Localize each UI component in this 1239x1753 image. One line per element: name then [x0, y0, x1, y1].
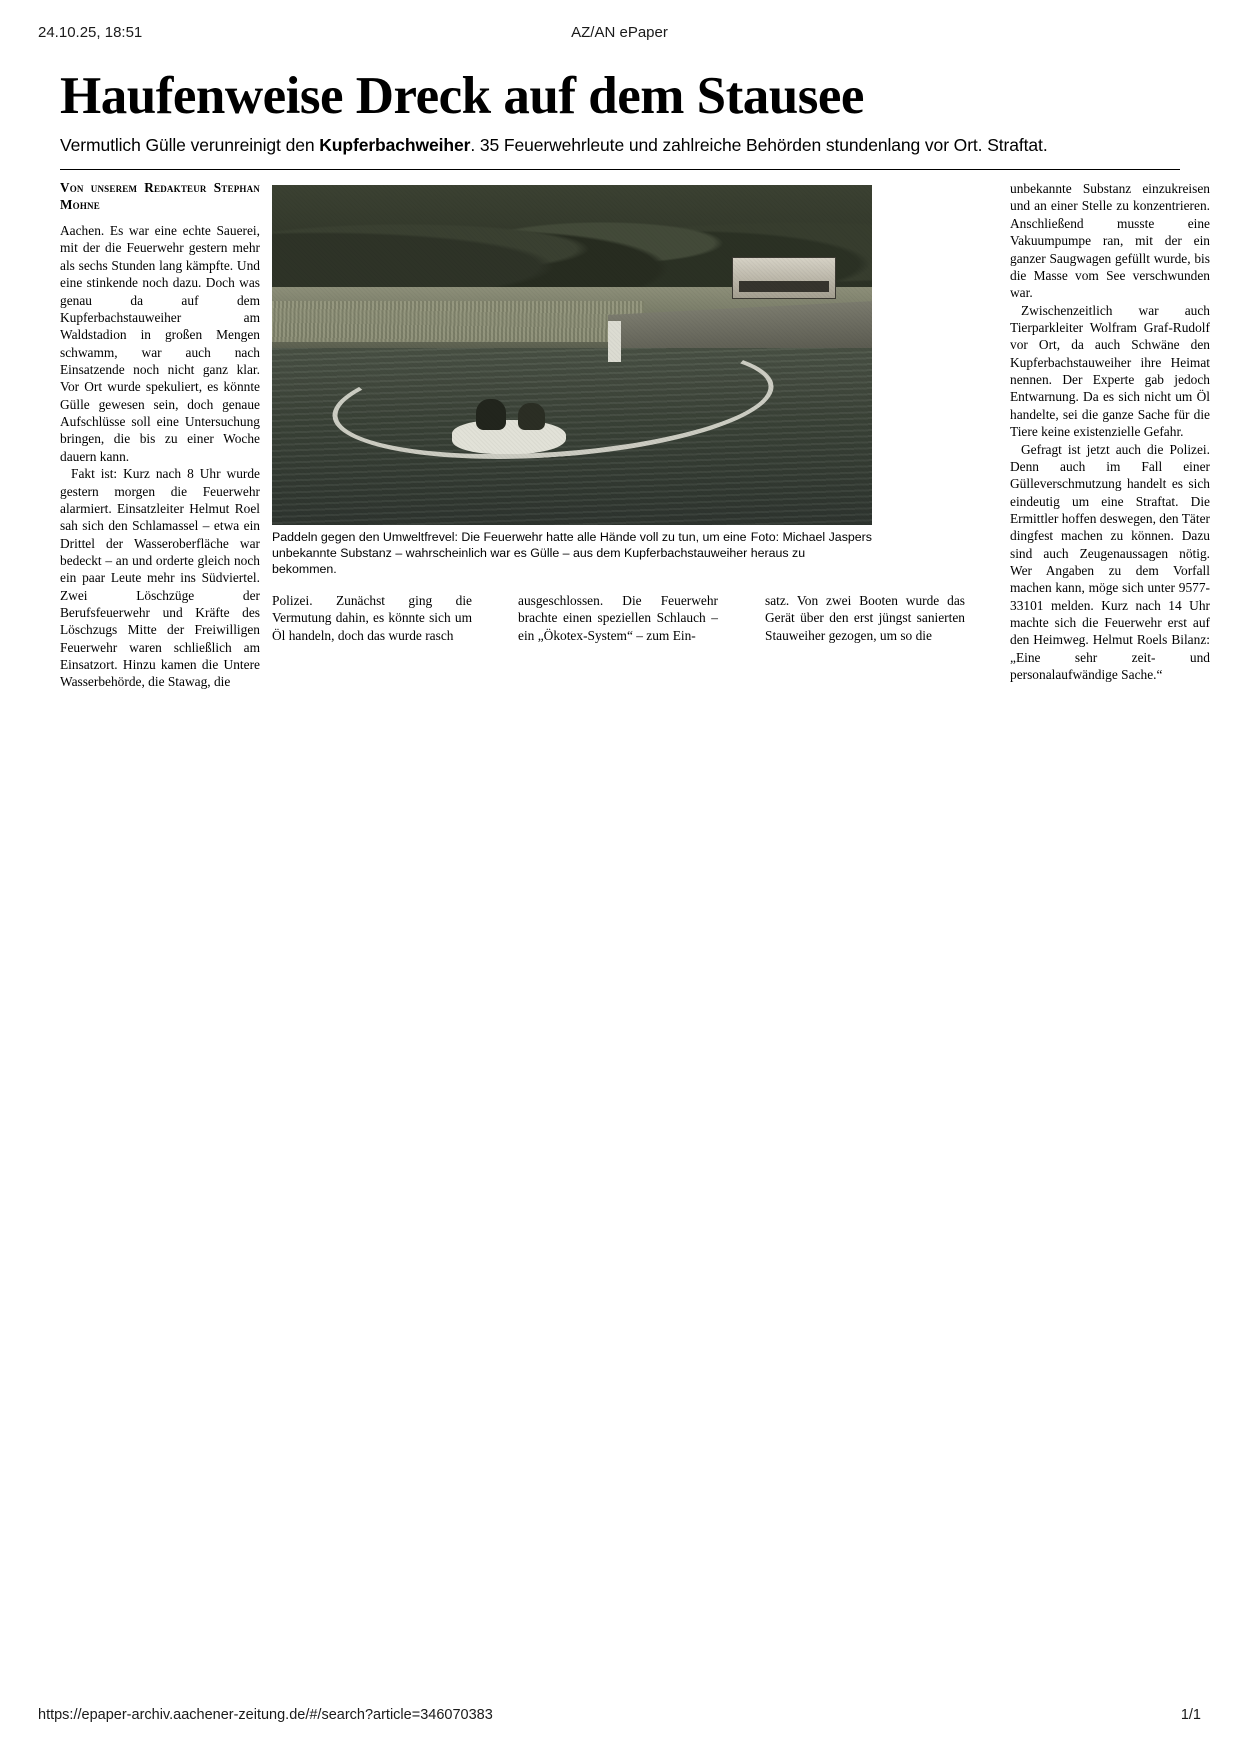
subhead-post: . 35 Feuerwehrleute und zahlreiche Behörden stundenlang vor Ort. Straftat. [470, 135, 1048, 156]
article-photo [272, 185, 872, 525]
article-subhead [60, 135, 1180, 157]
subhead-keyword: Kupferbachweiher [319, 135, 471, 156]
photo-caption [272, 530, 872, 578]
paragraph: satz. Von zwei Booten wurde das Gerät über den erst jüngst sanierten Stauweiher gezogen, um so die [765, 593, 965, 643]
print-header-title: AZ/AN ePaper [571, 24, 668, 41]
photo-fire-truck [732, 257, 836, 300]
article-column-lower-3 [765, 592, 965, 644]
photo-post [608, 321, 621, 362]
photo-firefighter [476, 399, 506, 430]
print-header-datetime: 24.10.25, 18:51 [38, 24, 143, 41]
print-footer-page: 1/1 [1180, 1707, 1201, 1723]
photo-caption-text: Paddeln gegen den Umweltfrevel: Die Feuerwehr hatte alle Hände voll zu tun, um eine unbekannte Substanz – wahrscheinlich war es Gülle – aus dem Kupferbachstauweiher heraus zu bekommen. [272, 530, 806, 576]
paragraph: Polizei. Zunächst ging die Vermutung dahin, es könnte sich um Öl handeln, doch das wurde rasch [272, 593, 472, 643]
paragraph: Fakt ist: Kurz nach 8 Uhr wurde gestern morgen die Feuerwehr alarmiert. Einsatzleiter Helmut Roel sah sich den Schlamassel – etwa ein Drittel der Wasseroberfläche war bedeckt – an und orderte gleich noch ein paar Leute mehr ins Südviertel. Zwei Löschzüge der Berufsfeuerwehr und Kräfte des Löschzugs Mitte der Freiwilligen Feuerwehr waren schließlich am Einsatzort. Hinzu kamen die Untere Wasserbehörde, die Stawag, die [60, 466, 260, 690]
article-column-lower-2 [518, 592, 718, 644]
photo-boat [452, 420, 566, 454]
photo-reeds [272, 301, 644, 342]
subhead-pre: Vermutlich Gülle verunreinigt den [60, 135, 320, 156]
paragraph: Zwischenzeitlich war auch Tierparkleiter Wolfram Graf-Rudolf vor Ort, da auch Schwäne den Kupferbachstauweiher ihre Heimat nennen. Der Experte gab jedoch Entwarnung. Da es sich nicht um Öl handelte, sei die ganze Sache für die Tiere keine existenzielle Gefahr. [1010, 302, 1210, 440]
paragraph: Aachen. Es war eine echte Sauerei, mit der die Feuerwehr gestern mehr als sechs Stunden lang kämpfte. Und eine stinkende noch dazu. Doch was genau da auf dem Kupferbachstauweiher am Waldstadion in großen Mengen schwamm, war auch nach Einsatzende noch nicht ganz klar. Vor Ort wurde spekuliert, es könnte Gülle gewesen sein, doch genaue Aufschlüsse soll eine Untersuchung bringen, die bis zu einer Woche dauern kann. [60, 223, 260, 464]
print-footer-url: https://epaper-archiv.aachener-zeitung.de/#/search?article=346070383 [38, 1707, 493, 1723]
print-header [0, 24, 1239, 42]
article-headline: Haufenweise Dreck auf dem Stausee [60, 67, 864, 125]
article-byline: Von unserem Redakteur Stephan Mohne [60, 180, 260, 212]
photo-firefighter-second [518, 403, 545, 430]
paragraph: Gefragt ist jetzt auch die Polizei. Denn auch im Fall einer Gülleverschmutzung handelt es sich eindeutig um eine Straftat. Die Ermittler hoffen deswegen, den Täter dingfest machen zu können. Dazu sind auch Zeugenaussagen nötig. Wer Angaben zu dem Vorfall machen kann, möge sich unter 9577-33101 melden. Kurz nach 14 Uhr machte sich die Feuerwehr erst auf den Heimweg. Helmut Roels Bilanz: „Eine sehr zeit- und personalaufwändige Sache.“ [1010, 441, 1210, 683]
article-photo-block [272, 185, 872, 578]
paragraph: unbekannte Substanz einzukreisen und an einer Stelle zu konzentrieren. Anschließend musste eine Vakuumpumpe ran, mit der ein ganzer Saugwagen gefüllt wurde, bis die Masse vom See verschwunden war. [1010, 181, 1210, 301]
print-footer [0, 1707, 1239, 1725]
paragraph: ausgeschlossen. Die Feuerwehr brachte einen speziellen Schlauch – ein „Ökotex-System“ – zum Ein- [518, 593, 718, 643]
headline-divider [60, 169, 1180, 170]
article [60, 62, 1210, 690]
article-lower-block [60, 592, 1180, 662]
article-column-lower-1 [272, 592, 472, 644]
photo-credit: Foto: Michael Jaspers [750, 530, 872, 545]
